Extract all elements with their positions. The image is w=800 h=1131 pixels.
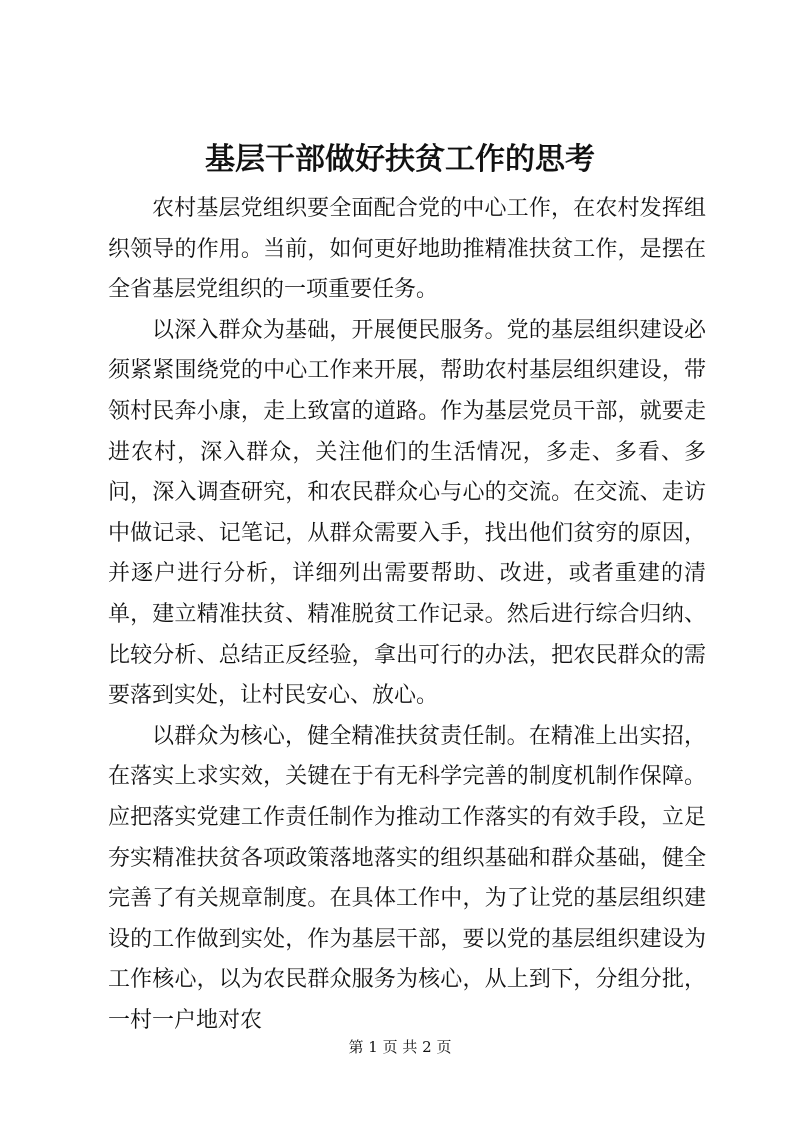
paragraph-intro: 农村基层党组织要全面配合党的中心工作，在农村发挥组织领导的作用。当前，如何更好地助推精准扶贫工作，是摆在全省基层党组织的一项重要任务。 [108,196,706,303]
document-body [108,189,706,1041]
document-title: 基层干部做好扶贫工作的思考 [205,142,595,177]
paragraph-responsibility: 以群众为核心，健全精准扶贫责任制。在精准上出实招，在落实上求实效，关键在于有无科学完善的制度机制作保障。应把落实党建工作责任制作为推动工作落实的有效手段，立足夯实精准扶贫各项政策落地落实的组织基础和群众基础，健全完善了有关规章制度。在具体工作中，为了让党的基层组织建设的工作做到实处，作为基层干部，要以党的基层组织建设为工作核心，以为农民群众服务为核心，从上到下，分组分批，一村一户地对农 [108,723,706,1033]
page-number-footer: 第 1 页 共 2 页 [348,1038,452,1056]
paragraph-service: 以深入群众为基础，开展便民服务。党的基层组织建设必须紧紧围绕党的中心工作来开展，帮助农村基层组织建设，带领村民奔小康，走上致富的道路。作为基层党员干部，就要走进农村，深入群众，关注他们的生活情况，多走、多看、多问，深入调查研究，和农民群众心与心的交流。在交流、走访中做记录、记笔记，从群众需要入手，找出他们贫穷的原因，并逐户进行分析，详细列出需要帮助、改进，或者重建的清单，建立精准扶贫、精准脱贫工作记录。然后进行综合归纳、比较分析、总结正反经验，拿出可行的办法，把农民群众的需要落到实处，让村民安心、放心。 [108,317,706,709]
